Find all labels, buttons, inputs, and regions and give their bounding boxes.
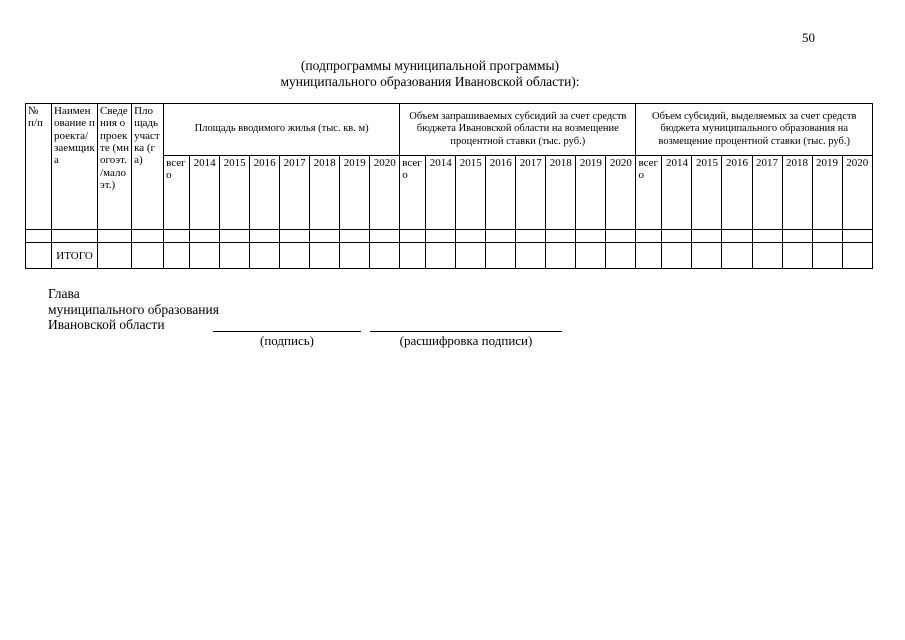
- table-cell: [98, 243, 132, 269]
- subcol-header-year: 2015: [692, 156, 722, 230]
- table-cell: [782, 243, 812, 269]
- subcol-header-year: 2014: [426, 156, 456, 230]
- table-cell: [692, 230, 722, 243]
- subcol-header-year: 2019: [340, 156, 370, 230]
- subcol-header-year: 2020: [842, 156, 872, 230]
- table-cell: [164, 243, 190, 269]
- subcol-header-year: 2016: [486, 156, 516, 230]
- table-cell: [636, 230, 662, 243]
- table-cell: [280, 230, 310, 243]
- subcol-header-year: 2019: [576, 156, 606, 230]
- subcol-header-year: 2018: [546, 156, 576, 230]
- subcol-header-total: всего: [400, 156, 426, 230]
- table-cell: [606, 243, 636, 269]
- subcol-header-year: 2015: [456, 156, 486, 230]
- table-cell: [456, 243, 486, 269]
- table-cell: [340, 230, 370, 243]
- total-label-cell: ИТОГО: [52, 243, 98, 269]
- table-cell: [400, 243, 426, 269]
- subcol-header-year: 2015: [220, 156, 250, 230]
- col-header-project-name: Наименование проекта/ заемщика: [52, 104, 98, 230]
- table-row: [26, 230, 873, 243]
- signature-caption: (подпись): [260, 333, 314, 348]
- subsidy-table: [25, 103, 873, 269]
- subcol-header-year: 2020: [370, 156, 400, 230]
- signature-decryption-caption: (расшифровка подписи): [399, 333, 533, 348]
- table-cell: [26, 230, 52, 243]
- table-cell: [752, 230, 782, 243]
- table-cell: [400, 230, 426, 243]
- group-header-housing-area: Площадь вводимого жилья (тыс. кв. м): [164, 104, 400, 156]
- table-cell: [812, 230, 842, 243]
- table-cell: [190, 230, 220, 243]
- doc-title-line1: (подпрограммы муниципальной программы): [300, 58, 560, 73]
- table-cell: [692, 243, 722, 269]
- subcol-header-year: 2016: [722, 156, 752, 230]
- subcol-header-year: 2016: [250, 156, 280, 230]
- col-header-plot-area: Площадь участка (га): [132, 104, 164, 230]
- table-cell: [722, 230, 752, 243]
- signer-title-line3: Ивановской области: [48, 317, 165, 332]
- group-header-region-subsidy: Объем запрашиваемых субсидий за счет средств бюджета Ивановской области на возмещение процентной ставки (тыс. руб.): [400, 104, 636, 156]
- table-cell: [190, 243, 220, 269]
- signature-line: [213, 317, 361, 332]
- table-cell: [26, 243, 52, 269]
- table-cell: [52, 230, 98, 243]
- subcol-header-total: всего: [164, 156, 190, 230]
- table-cell: [340, 243, 370, 269]
- subcol-header-year: 2020: [606, 156, 636, 230]
- table-cell: [722, 243, 752, 269]
- table-cell: [370, 243, 400, 269]
- table-cell: [842, 243, 872, 269]
- subcol-header-total: всего: [636, 156, 662, 230]
- table-cell: [426, 230, 456, 243]
- col-header-project-info: Сведения о проекте (многоэт. /малоэт.): [98, 104, 132, 230]
- table-cell: [220, 230, 250, 243]
- table-cell: [546, 243, 576, 269]
- table-cell: [662, 243, 692, 269]
- subcol-header-year: 2014: [190, 156, 220, 230]
- col-header-num: № п/п: [26, 104, 52, 230]
- subcol-header-year: 2019: [812, 156, 842, 230]
- subcol-header-year: 2018: [310, 156, 340, 230]
- page-number: 50: [802, 30, 815, 45]
- signer-title-line1: Глава: [48, 286, 80, 301]
- subcol-header-year: 2017: [752, 156, 782, 230]
- doc-title-line2: муниципального образования Ивановской области):: [280, 74, 580, 89]
- table-cell: [486, 243, 516, 269]
- table-cell: [310, 230, 340, 243]
- table-cell: [546, 230, 576, 243]
- table-cell: [516, 230, 546, 243]
- subcol-header-year: 2017: [516, 156, 546, 230]
- group-header-municipal-subsidy: Объем субсидий, выделяемых за счет средств бюджета муниципального образования на возмещение процентной ставки (тыс. руб.): [636, 104, 873, 156]
- table-cell: [98, 230, 132, 243]
- table-cell: [752, 243, 782, 269]
- table-cell: [456, 230, 486, 243]
- table-cell: [164, 230, 190, 243]
- table-cell: [576, 230, 606, 243]
- table-cell: [220, 243, 250, 269]
- table-cell: [250, 230, 280, 243]
- table-cell: [576, 243, 606, 269]
- document-title: [0, 58, 860, 90]
- table-cell: [812, 243, 842, 269]
- table-cell: [370, 230, 400, 243]
- table-cell: [842, 230, 872, 243]
- table-cell: [606, 230, 636, 243]
- total-row: [26, 243, 873, 269]
- signer-title-line2: муниципального образования: [48, 301, 219, 317]
- table-cell: [250, 243, 280, 269]
- table-cell: [132, 243, 164, 269]
- subcol-header-year: 2014: [662, 156, 692, 230]
- signature-block: [48, 286, 219, 333]
- table-cell: [310, 243, 340, 269]
- table-cell: [636, 243, 662, 269]
- table-cell: [516, 243, 546, 269]
- table-cell: [280, 243, 310, 269]
- signature-decryption-line: [370, 317, 562, 332]
- table-cell: [662, 230, 692, 243]
- subcol-header-year: 2017: [280, 156, 310, 230]
- table-cell: [486, 230, 516, 243]
- table-cell: [426, 243, 456, 269]
- table-cell: [132, 230, 164, 243]
- subcol-header-year: 2018: [782, 156, 812, 230]
- table-cell: [782, 230, 812, 243]
